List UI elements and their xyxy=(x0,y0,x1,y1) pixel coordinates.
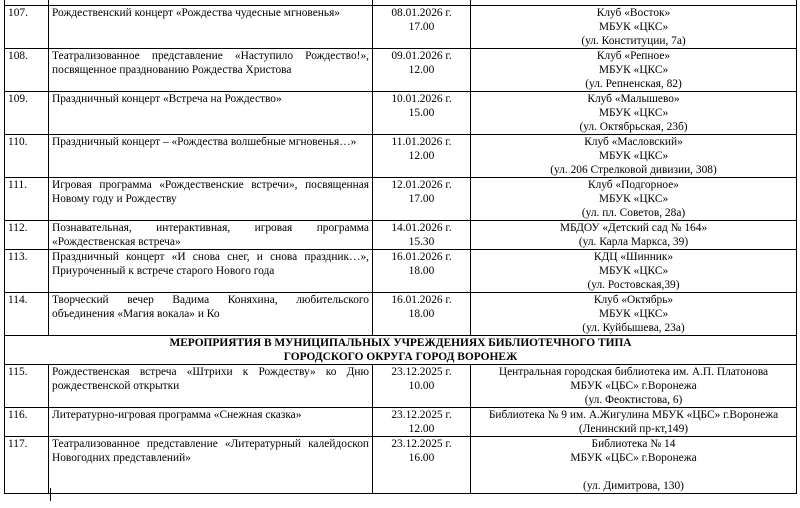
event-time: 12.00 xyxy=(408,150,435,162)
event-time: 17.00 xyxy=(408,21,435,33)
table-row xyxy=(5,250,797,293)
venue-line: Библиотека № 9 им. А.Жигулина МБУК «ЦБС» г.Воронежа xyxy=(488,409,779,421)
event-venue xyxy=(471,49,797,92)
event-title: Театрализованное представление «Литературный калейдоскоп Новогодних представлений» xyxy=(49,437,373,494)
venue-line: (ул. Ростовская,39) xyxy=(587,279,680,291)
event-datetime xyxy=(373,408,471,437)
venue-line: (ул. Репненская, 82) xyxy=(585,78,682,90)
venue-line: Клуб «Подгорное» xyxy=(587,179,679,191)
venue-line: МБУК «ЦКС» xyxy=(598,308,669,320)
venue-line: (ул. Октябрьская, 23б) xyxy=(579,121,688,133)
venue-line: Клуб «Малышево» xyxy=(587,93,680,105)
event-title: Игровая программа «Рождественские встречи», посвященная Новому году и Рождеству xyxy=(49,178,373,221)
row-number: 111. xyxy=(5,178,49,221)
section-header-line: МЕРОПРИЯТИЯ В МУНИЦИПАЛЬНЫХ УЧРЕЖДЕНИЯХ БИБЛИОТЕЧНОГО ТИПА xyxy=(169,337,632,349)
section-header-line: ГОРОДСКОГО ОКРУГА ГОРОД ВОРОНЕЖ xyxy=(283,351,518,363)
schedule-body xyxy=(5,0,797,494)
event-date: 12.01.2026 г. xyxy=(391,179,452,191)
event-time: 15.30 xyxy=(408,236,435,248)
venue-line: (ул. Димитрова, 130) xyxy=(583,480,684,492)
event-datetime xyxy=(373,6,471,49)
venue-line: МБУК «ЦКС» xyxy=(598,107,669,119)
event-venue xyxy=(471,250,797,293)
table-row xyxy=(5,135,797,178)
event-datetime xyxy=(373,135,471,178)
row-number: 110. xyxy=(5,135,49,178)
event-date: 10.01.2026 г. xyxy=(391,93,452,105)
venue-line: МБУК «ЦКС» xyxy=(598,64,669,76)
row-number: 112. xyxy=(5,221,49,250)
venue-line: МБУК «ЦКС» xyxy=(598,193,669,205)
venue-line: КДЦ «Шинник» xyxy=(593,251,674,263)
event-time: 18.00 xyxy=(408,265,435,277)
event-datetime xyxy=(373,49,471,92)
venue-line: МБУК «ЦБС» г.Воронежа xyxy=(570,380,697,392)
event-title: Праздничный концерт «И снова снег, и снова праздник…», Приуроченный к встрече старого Нового года xyxy=(49,250,373,293)
event-title: Рождественская встреча «Штрихи к Рождеству» ко Дню рождественской открытки xyxy=(49,365,373,408)
venue-line: (ул. Куйбышева, 23а) xyxy=(582,322,685,334)
event-date: 14.01.2026 г. xyxy=(391,222,452,234)
event-datetime xyxy=(373,437,471,494)
event-time: 10.00 xyxy=(408,380,435,392)
event-time: 12.00 xyxy=(408,64,435,76)
venue-line: Центральная городская библиотека им. А.П. Платонова xyxy=(498,366,769,378)
venue-line: МБУК «ЦКС» xyxy=(598,21,669,33)
event-title: Литературно-игровая программа «Снежная сказка» xyxy=(49,408,373,437)
event-venue xyxy=(471,293,797,336)
event-date: 16.01.2026 г. xyxy=(391,251,452,263)
event-venue xyxy=(471,135,797,178)
venue-line: Библиотека № 14 xyxy=(591,438,676,450)
venue-line: Клуб «Масловский» xyxy=(584,136,683,148)
event-venue xyxy=(471,92,797,135)
event-date: 09.01.2026 г. xyxy=(391,50,452,62)
table-row xyxy=(5,293,797,336)
event-venue xyxy=(471,437,797,494)
venue-line: (ул. Конституции, 7а) xyxy=(581,35,686,47)
table-row xyxy=(5,6,797,49)
event-time: 16.00 xyxy=(408,452,435,464)
table-row xyxy=(5,365,797,408)
row-number: 117. xyxy=(5,437,49,494)
row-number: 116. xyxy=(5,408,49,437)
event-title: Праздничный концерт «Встреча на Рождество» xyxy=(49,92,373,135)
event-date: 23.12.2025 г. xyxy=(391,409,452,421)
event-venue xyxy=(471,365,797,408)
event-datetime xyxy=(373,250,471,293)
venue-line: (ул. Карла Маркса, 39) xyxy=(578,236,689,248)
table-row xyxy=(5,92,797,135)
row-number: 108. xyxy=(5,49,49,92)
section-header xyxy=(5,336,797,365)
event-datetime xyxy=(373,92,471,135)
venue-line: Клуб «Октябрь» xyxy=(593,294,674,306)
venue-line: Клуб «Репное» xyxy=(596,50,671,62)
venue-line: Клуб «Восток» xyxy=(596,7,671,19)
row-number: 114. xyxy=(5,293,49,336)
table-row xyxy=(5,221,797,250)
venue-line: МБУК «ЦКС» xyxy=(598,150,669,162)
venue-line: (Ленинский пр-кт,149) xyxy=(578,423,689,435)
row-number: 109. xyxy=(5,92,49,135)
event-datetime xyxy=(373,221,471,250)
venue-line xyxy=(474,465,793,479)
text-cursor xyxy=(50,488,51,501)
venue-line: (ул. пл. Советов, 28а) xyxy=(581,207,686,219)
table-row xyxy=(5,437,797,494)
event-title: Творческий вечер Вадима Коняхина, любительского объединения «Магия вокала» и Ко xyxy=(49,293,373,336)
row-spacer xyxy=(8,451,45,465)
event-title: Праздничный концерт – «Рождества волшебные мгновенья…» xyxy=(49,135,373,178)
row-number: 115. xyxy=(5,365,49,408)
venue-line: (ул. 206 Стрелковой дивизии, 308) xyxy=(550,164,717,176)
table-row xyxy=(5,49,797,92)
table-row xyxy=(5,178,797,221)
row-number: 113. xyxy=(5,250,49,293)
event-date: 23.12.2025 г. xyxy=(391,366,452,378)
event-title: Познавательная, интерактивная, игровая программа «Рождественская встреча» xyxy=(49,221,373,250)
event-time: 12.00 xyxy=(408,423,435,435)
venue-line: (ул. Феоктистова, 6) xyxy=(584,394,683,406)
venue-line: МБДОУ «Детский сад № 164» xyxy=(559,222,708,234)
event-venue xyxy=(471,6,797,49)
event-title: Театрализованное представление «Наступило Рождество!», посвященное празднованию Рождества Христова xyxy=(49,49,373,92)
event-title: Рождественский концерт «Рождества чудесные мгновенья» xyxy=(49,6,373,49)
event-time: 17.00 xyxy=(408,193,435,205)
schedule-table xyxy=(4,0,797,494)
table-row xyxy=(5,408,797,437)
venue-line: МБУК «ЦКС» xyxy=(598,265,669,277)
event-venue xyxy=(471,178,797,221)
event-datetime xyxy=(373,178,471,221)
section-header-row xyxy=(5,336,797,365)
event-venue xyxy=(471,408,797,437)
event-datetime xyxy=(373,365,471,408)
event-date: 08.01.2026 г. xyxy=(391,7,452,19)
event-date: 11.01.2026 г. xyxy=(391,136,452,148)
event-time: 18.00 xyxy=(408,308,435,320)
event-date: 23.12.2025 г. xyxy=(391,438,452,450)
venue-line: МБУК «ЦБС» г.Воронежа xyxy=(570,452,697,464)
event-date: 16.01.2026 г. xyxy=(391,294,452,306)
row-number: 107. xyxy=(5,6,49,49)
event-datetime xyxy=(373,293,471,336)
event-venue xyxy=(471,221,797,250)
event-time: 15.00 xyxy=(408,107,435,119)
